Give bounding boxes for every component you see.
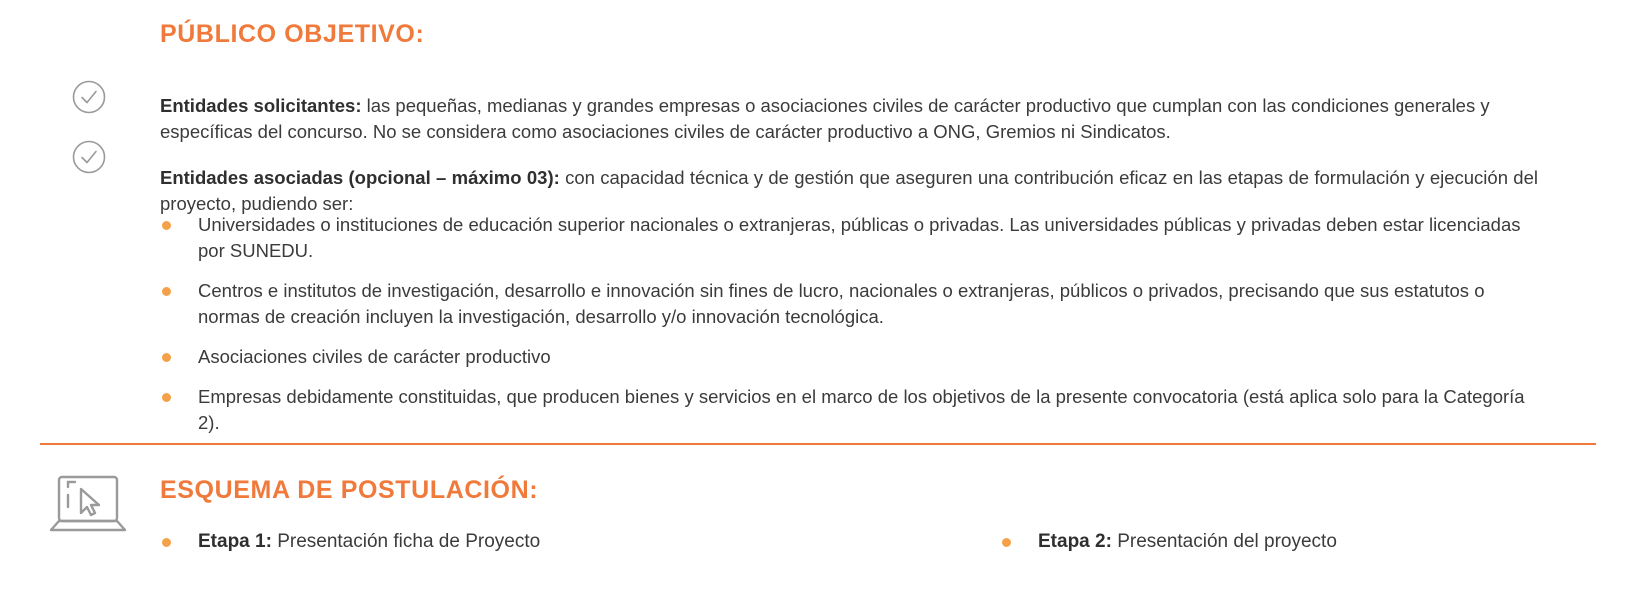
list-item-etapa-1 <box>160 528 540 556</box>
text-entidades-solicitantes: las pequeñas, medianas y grandes empresas o asociaciones civiles de carácter productivo que cumplan con las condiciones generales y específicas del concurso. No se considera como asociaciones civiles de carácter productivo a ONG, Gremios ni Sindicatos. <box>160 94 1490 142</box>
list-item-label: Centros e institutos de investigación, desarrollo e innovación sin fines de lucro, nacionales o extranjeras, públicos o privados, precisando que sus estatutos o normas de creación incluyen la investigación, desarrollo y/o innovación tecnológica. <box>198 280 1485 327</box>
text-etapa-1: Presentación ficha de Proyecto <box>271 531 541 552</box>
list-item-label: Asociaciones civiles de carácter productivo <box>198 346 551 367</box>
list-item <box>160 212 1538 264</box>
paragraph-entidades-asociadas <box>160 165 1538 217</box>
bullet-dot-icon <box>162 393 171 402</box>
bullet-dot-icon <box>1002 538 1011 547</box>
section-divider <box>40 443 1596 445</box>
bullet-list-entidades-asociadas <box>160 212 1538 436</box>
label-entidades-solicitantes: Entidades solicitantes: <box>160 94 362 116</box>
bullet-dot-icon <box>162 221 171 230</box>
label-etapa-1: Etapa 1: <box>198 531 272 552</box>
list-item-label: Universidades o instituciones de educación superior nacionales o extranjeras, públicas o privadas. Las universidades públicas y privadas deben estar licenciadas por SUNEDU. <box>198 214 1521 261</box>
list-item <box>160 344 1538 370</box>
etapas-row <box>0 528 1636 568</box>
label-entidades-asociadas: Entidades asociadas (opcional – máximo 03): <box>160 166 560 188</box>
check-circle-icon <box>72 140 106 174</box>
paragraph-entidades-solicitantes <box>160 93 1538 145</box>
label-etapa-2: Etapa 2: <box>1038 531 1112 552</box>
text-etapa-2: Presentación del proyecto <box>1111 531 1337 552</box>
bullet-dot-icon <box>162 538 171 547</box>
list-item-label: Empresas debidamente constituidas, que producen bienes y servicios en el marco de los objetivos de la presente convocatoria (está aplica solo para la Categoría 2). <box>198 386 1525 433</box>
page-title-publico-objetivo: PÚBLICO OBJETIVO: <box>160 20 425 48</box>
text-entidades-asociadas: con capacidad técnica y de gestión que aseguren una contribución eficaz en las etapas de formulación y ejecución del proyecto, pudiendo ser: <box>160 166 1538 214</box>
page-title-esquema-postulacion: ESQUEMA DE POSTULACIÓN: <box>160 476 539 504</box>
list-item-etapa-2 <box>1000 528 1337 556</box>
list-item <box>160 384 1538 436</box>
check-circle-icon <box>72 80 106 114</box>
list-item <box>160 278 1538 330</box>
bullet-dot-icon <box>162 287 171 296</box>
bullet-dot-icon <box>162 353 171 362</box>
